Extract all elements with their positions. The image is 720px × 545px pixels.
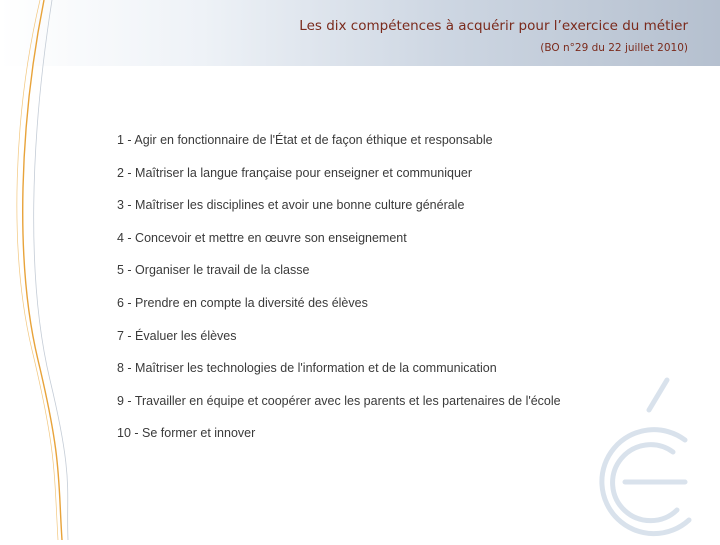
competence-item-6: 6 - Prendre en compte la diversité des élèves <box>117 295 368 310</box>
slide-subtitle: (BO n°29 du 22 juillet 2010) <box>540 42 688 54</box>
competence-list <box>117 131 677 457</box>
competence-item-4: 4 - Concevoir et mettre en œuvre son enseignement <box>117 230 407 245</box>
header-band <box>0 0 720 66</box>
competence-item-10: 10 - Se former et innover <box>117 426 256 441</box>
competence-item-7: 7 - Évaluer les élèves <box>117 328 237 343</box>
decorative-curve-orange-thin <box>17 0 58 540</box>
competence-item-2: 2 - Maîtriser la langue française pour enseigner et communiquer <box>117 165 473 180</box>
competence-item-9: 9 - Travailler en équipe et coopérer avec les parents et les partenaires de l'école <box>117 393 561 408</box>
competence-item-8: 8 - Maîtriser les technologies de l'information et de la communication <box>117 361 497 376</box>
decorative-curve-grey <box>34 0 68 540</box>
decorative-curves <box>0 0 70 540</box>
competence-item-3: 3 - Maîtriser les disciplines et avoir une bonne culture générale <box>117 198 465 213</box>
slide-title: Les dix compétences à acquérir pour l’exercice du métier <box>299 18 688 34</box>
competence-item-1: 1 - Agir en fonctionnaire de l'État et de façon éthique et responsable <box>117 133 493 147</box>
competence-item-5: 5 - Organiser le travail de la classe <box>117 263 310 278</box>
decorative-curve-orange <box>23 0 62 540</box>
